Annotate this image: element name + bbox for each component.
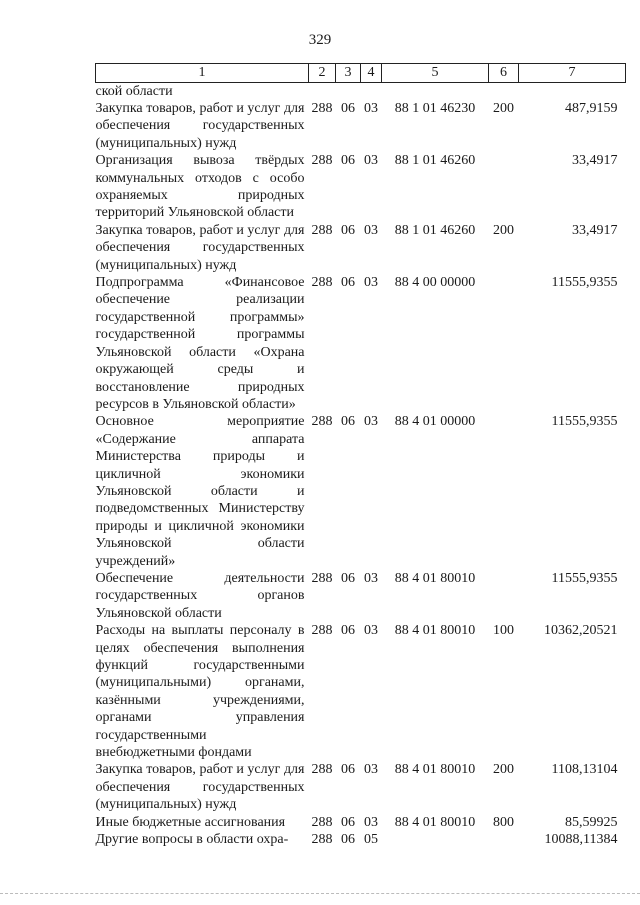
row-amount: 33,4917: [572, 153, 618, 169]
row-target-article: [382, 83, 489, 101]
row-subsection: 03: [364, 414, 378, 430]
scan-edge-line: [0, 893, 640, 894]
row-amount: 11555,9355: [551, 570, 618, 586]
row-name: Другие вопросы в области охра-: [95, 832, 289, 848]
row-ministry-code: 288: [311, 101, 333, 116]
row-target-article: [382, 831, 489, 848]
row-amount: 11555,9355: [551, 414, 618, 430]
row-expense-type: [489, 570, 519, 622]
row-target-article: 88 1 01 46230: [394, 101, 476, 116]
budget-table: [95, 63, 626, 848]
header-col-1: 1: [96, 64, 309, 83]
row-ministry-code: 288: [311, 153, 333, 169]
row-section: [336, 83, 361, 101]
table-row: [96, 761, 626, 813]
row-target-article: 88 1 01 46260: [394, 153, 476, 169]
row-amount: 487,9159: [565, 101, 618, 116]
row-section: 06: [341, 832, 355, 848]
table-row: [96, 814, 626, 831]
header-col-2: 2: [309, 64, 336, 83]
row-subsection: 03: [364, 222, 378, 238]
row-section: 06: [341, 414, 355, 430]
row-target-article: 88 4 01 00000: [394, 414, 476, 430]
row-subsection: 05: [364, 832, 378, 848]
row-amount: 11555,9355: [551, 275, 618, 291]
table-body: [96, 83, 626, 849]
row-subsection: 03: [364, 623, 378, 639]
row-ministry-code: 288: [311, 623, 333, 639]
row-subsection: 03: [364, 275, 378, 291]
row-ministry-code: 288: [311, 414, 333, 430]
row-amount: 10362,20521: [544, 623, 618, 639]
row-expense-type: 200: [493, 222, 514, 238]
page-number: 329: [308, 32, 332, 48]
row-expense-type: [489, 83, 519, 101]
row-ministry-code: 288: [311, 570, 333, 586]
row-target-article: 88 4 01 80010: [394, 814, 476, 830]
row-ministry-code: [309, 83, 336, 101]
header-row: [96, 64, 626, 83]
row-expense-type: 800: [493, 814, 514, 830]
row-target-article: 88 4 01 80010: [394, 762, 476, 778]
table-row: [96, 152, 626, 222]
table-row: [96, 222, 626, 274]
row-ministry-code: 288: [311, 832, 333, 848]
table-row: [96, 413, 626, 570]
table-row: [96, 570, 626, 622]
row-section: 06: [341, 153, 355, 169]
row-amount: 33,4917: [572, 222, 618, 238]
row-ministry-code: 288: [311, 762, 333, 778]
row-section: 06: [341, 762, 355, 778]
row-section: 06: [341, 570, 355, 586]
row-name: Закупка товаров, работ и услуг для обеспечения государственных (муниципальных) нужд: [95, 222, 305, 273]
table-row: [96, 831, 626, 848]
row-name: Расходы на выплаты персоналу в целях обеспечения выполнения функций государственными (муниципальными) органами, казёнными учреждениями, органами управления государственными внебюджетными фондами: [95, 623, 305, 761]
row-target-article: 88 4 00 00000: [394, 275, 476, 291]
row-section: 06: [341, 101, 355, 116]
row-name: Обеспечение деятельности государственных органов Ульяновской области: [95, 570, 305, 621]
row-section: 06: [341, 814, 355, 830]
row-amount: 85,59925: [565, 814, 618, 830]
row-target-article: 88 1 01 46260: [394, 222, 476, 238]
table-row: [96, 622, 626, 761]
table-row: [96, 83, 626, 101]
header-col-4: 4: [361, 64, 382, 83]
row-ministry-code: 288: [311, 222, 333, 238]
row-expense-type: [489, 413, 519, 570]
row-name: Подпрограмма «Финансовое обеспечение реализации государственной программы» государственной программы Ульяновской области «Охрана окружающей среды и восстановление природных ресурсов в Ульяновской области»: [95, 275, 305, 412]
row-subsection: 03: [364, 762, 378, 778]
row-amount: 10088,11384: [544, 832, 618, 848]
row-ministry-code: 288: [311, 275, 333, 291]
row-name: Основное мероприятие «Содержание аппарата Министерства природы и цикличной экономики Ульяновской области и подведомственных Министерству природы и цикличной экономики Ульяновской области учреждений»: [95, 414, 305, 569]
row-expense-type: 100: [493, 623, 514, 639]
row-section: 06: [341, 623, 355, 639]
row-name: Организация вывоза твёрдых коммунальных отходов с особо охраняемых природных территорий Ульяновской области: [95, 153, 305, 221]
row-amount: 1108,13104: [551, 762, 618, 778]
row-subsection: 03: [364, 101, 378, 116]
header-col-5: 5: [382, 64, 489, 83]
row-subsection: [361, 83, 382, 101]
row-name: Закупка товаров, работ и услуг для обеспечения государственных (муниципальных) нужд: [95, 762, 305, 813]
row-ministry-code: 288: [311, 814, 333, 830]
row-expense-type: [489, 274, 519, 413]
header-col-3: 3: [336, 64, 361, 83]
row-expense-type: [489, 152, 519, 222]
table-row: [96, 274, 626, 413]
row-expense-type: 200: [493, 762, 514, 778]
row-subsection: 03: [364, 153, 378, 169]
header-col-7: 7: [519, 64, 626, 83]
row-name: Иные бюджетные ассигнования: [95, 814, 286, 830]
row-amount: [519, 83, 626, 101]
header-col-6: 6: [489, 64, 519, 83]
row-expense-type: [489, 831, 519, 848]
row-target-article: 88 4 01 80010: [394, 570, 476, 586]
row-name: ской области: [95, 84, 173, 99]
table-header: [96, 64, 626, 83]
row-section: 06: [341, 275, 355, 291]
row-subsection: 03: [364, 570, 378, 586]
row-section: 06: [341, 222, 355, 238]
row-subsection: 03: [364, 814, 378, 830]
row-target-article: 88 4 01 80010: [394, 623, 476, 639]
row-expense-type: 200: [493, 101, 514, 116]
row-name: Закупка товаров, работ и услуг для обеспечения государственных (муниципальных) нужд: [95, 101, 305, 151]
table-row: [96, 100, 626, 152]
